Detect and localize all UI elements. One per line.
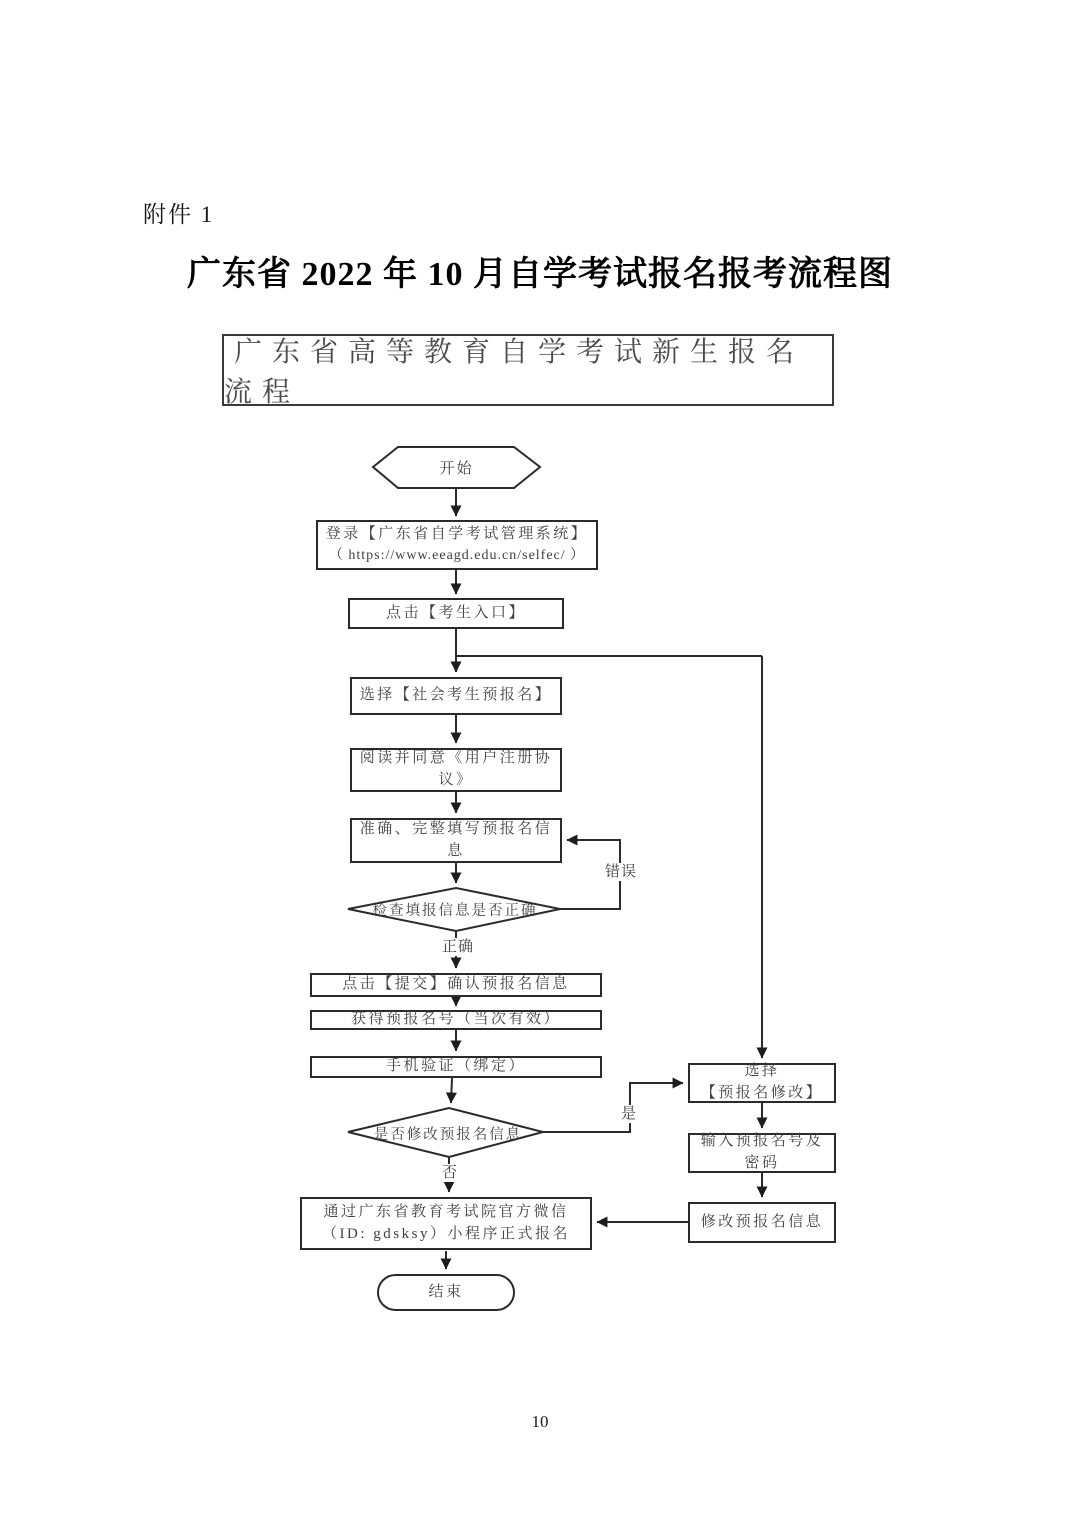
node-login — [316, 520, 598, 570]
edge-label-no: 否 — [436, 1164, 464, 1182]
node-select-modify-line2: 【预报名修改】 — [700, 1085, 824, 1101]
node-agreement-label: 阅读并同意《用户注册协议》 — [359, 750, 553, 788]
flowchart-header-text: 广东省高等教育自学考试新生报名流程 — [224, 337, 805, 408]
node-select-modify — [688, 1063, 836, 1103]
page-title: 广东省 2022 年 10 月自学考试报名报考流程图 — [187, 256, 893, 293]
edge-label-correct: 正确 — [426, 938, 490, 956]
node-input-number — [688, 1133, 836, 1173]
check-question-label: 检查填报信息是否正确 — [372, 902, 538, 919]
edge-label-yes: 是 — [615, 1105, 643, 1123]
node-wechat-register — [300, 1197, 592, 1250]
attachment-label: 附件 1 — [143, 202, 215, 227]
node-preregister — [350, 677, 562, 715]
node-wechat-register-line2: （ID: gdsksy）小程序正式报名 — [322, 1225, 570, 1242]
node-submit — [310, 973, 602, 997]
node-login-url: （ https://www.eeagd.edu.cn/selfec/ ） — [328, 547, 586, 563]
page-number: 10 — [531, 1412, 549, 1431]
node-wechat-register-line1: 通过广东省教育考试院官方微信 — [323, 1203, 569, 1220]
node-fill-info-label: 准确、完整填写预报名信息 — [359, 820, 553, 859]
node-input-number-line2: 密码 — [744, 1155, 780, 1171]
node-phone-verify-label: 手机验证（绑定） — [385, 1058, 526, 1075]
node-entry-label: 点击【考生入口】 — [385, 604, 526, 621]
start-label: 开始 — [439, 461, 474, 477]
node-fill-info — [350, 818, 562, 863]
edge-label-error: 错误 — [596, 863, 646, 881]
node-end-label: 结束 — [428, 1283, 464, 1300]
node-agreement — [350, 748, 562, 792]
node-end — [377, 1274, 515, 1311]
node-modify-info-label: 修改预报名信息 — [700, 1213, 824, 1230]
node-preregister-label: 选择【社会考生预报名】 — [359, 687, 553, 704]
node-input-number-line1: 输入预报名号及 — [700, 1133, 824, 1150]
node-modify-info — [688, 1202, 836, 1243]
node-login-line1: 登录【广东省自学考试管理系统】 — [325, 525, 589, 542]
node-select-modify-line1: 选择 — [744, 1063, 780, 1080]
node-submit-label: 点击【提交】确认预报名信息 — [342, 976, 570, 993]
node-entry — [348, 598, 564, 629]
node-obtain-number-label: 获得预报名号（当次有效） — [350, 1011, 561, 1028]
node-obtain-number — [310, 1010, 602, 1030]
node-phone-verify — [310, 1056, 602, 1078]
modify-question-label: 是否修改预报名信息 — [373, 1126, 523, 1143]
